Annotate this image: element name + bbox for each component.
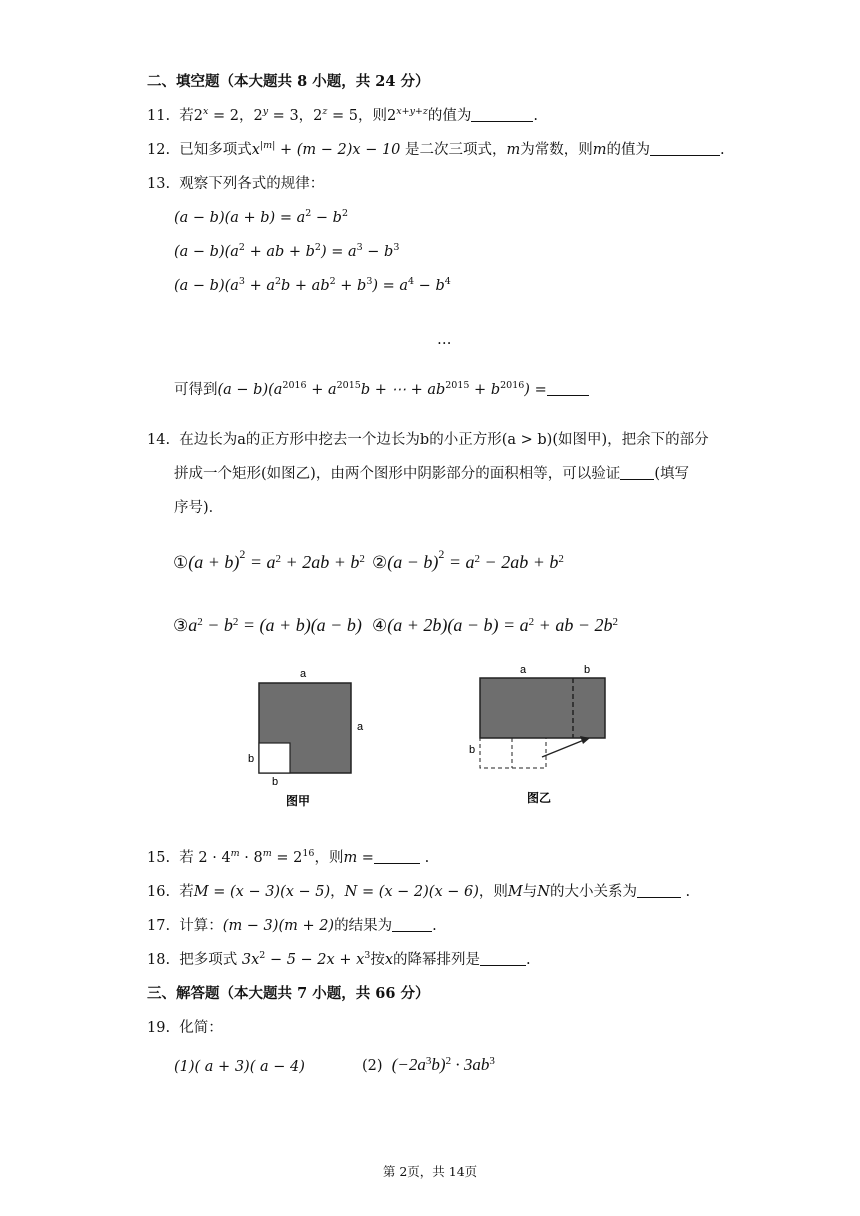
question-14-line-1: 14. 在边长为a的正方形中挖去一个边长为b的小正方形(a > b)(如图甲)，把余下的部分 xyxy=(147,432,709,448)
fig-a-bottom-label: b xyxy=(272,776,279,788)
answer-blank[interactable] xyxy=(650,141,720,156)
section-3-heading: 三、解答题（本大题共 7 小题，共 66 分） xyxy=(147,985,430,1002)
figure-a xyxy=(248,668,364,808)
fig-a-right-label: a xyxy=(357,721,364,733)
fig-b-top-label-b: b xyxy=(584,664,591,676)
answer-blank[interactable] xyxy=(374,849,420,864)
question-15: 15. 若 $2 \cdot 4^m \cdot 8^m = 2^{16}$，则m = . xyxy=(147,848,430,866)
question-19: 19. 化简： xyxy=(147,1020,223,1036)
question-12: 12. 已知多项式$x^{|m|} + (m - 2)x - 10$ 是二次三项式，m为常数，则m的值为 . xyxy=(147,140,725,158)
question-16: 16. 若M = (x − 3)(x − 5)，N = (x − 2)(x − 6)，则M与N的大小关系为 . xyxy=(147,884,691,900)
section-2-heading: 二、填空题（本大题共 8 小题，共 24 分） xyxy=(147,73,430,90)
q14-figures xyxy=(240,660,630,810)
question-14-line-3: 序号)． xyxy=(174,500,224,516)
answer-blank[interactable] xyxy=(547,381,589,396)
q19-part-2: (2) $(-2a^3b)^2 \cdot 3ab^3$ xyxy=(362,1055,495,1074)
figure-b xyxy=(469,664,605,805)
q13-ellipsis: … xyxy=(437,332,452,348)
fig-a-top-label: a xyxy=(300,668,307,680)
fig-b-top-label-a: a xyxy=(520,664,527,676)
question-13: 13. 观察下列各式的规律： xyxy=(147,176,325,192)
answer-blank[interactable] xyxy=(392,917,432,932)
fig-b-left-label: b xyxy=(469,744,476,756)
fig-a-left-label: b xyxy=(248,753,255,765)
q13-formula-3: $(a - b)(a^3 + a^2b + ab^2 + b^3) = a^4 - b^4$ xyxy=(174,276,451,294)
answer-blank[interactable] xyxy=(471,107,533,122)
q19-part-1: (1)( a + 3)( a − 4) xyxy=(174,1059,305,1075)
page-footer: 第 2页，共 14页 xyxy=(382,1164,478,1179)
fig-a-caption: 图甲 xyxy=(286,794,311,808)
question-18: 18. 把多项式 $3x^2 - 5 - 2x + x^3$按x的降幂排列是 . xyxy=(147,950,531,968)
answer-blank[interactable] xyxy=(620,465,654,480)
option-1: ①(a + $b)^2 = a^2 + 2ab + b^2$ xyxy=(173,547,365,572)
question-14-line-2: 拼成一个矩形(如图乙)，由两个图形中阴影部分的面积相等，可以验证 (填写 xyxy=(174,466,689,482)
question-11: 11. 若$2^x = 2$，$2^y = 3$，$2^z = 5$，则$2^{x+y+z}$的值为 . xyxy=(147,106,539,124)
q13-conclusion: 可得到$(a - b)(a^{2016} + a^{2015}b$ + ⋯ + $ab^{2015} + b^{2016}$) = xyxy=(174,380,589,400)
fig-b-caption: 图乙 xyxy=(527,791,552,805)
q13-formula-1: $(a - b)(a + b) = a^2 - b^2$ xyxy=(174,208,348,226)
option-2: ②(a − $b)^2 = a^2 - 2ab + b^2$ xyxy=(372,547,564,572)
question-17: 17. 计算：(m − 3)(m + 2)的结果为 . xyxy=(147,918,437,934)
answer-blank[interactable] xyxy=(637,883,681,898)
q13-formula-2: $(a - b)(a^2$ + ab + $b^2) = a^3 - b^3$ xyxy=(174,242,400,260)
answer-blank[interactable] xyxy=(480,951,526,966)
option-4: ④(a + $2b)(a - b) = a^2$ + ab − $2b^2$ xyxy=(372,615,618,635)
option-3: $③a^2 - b^2 = (a + b)(a - b)$ xyxy=(173,615,362,635)
